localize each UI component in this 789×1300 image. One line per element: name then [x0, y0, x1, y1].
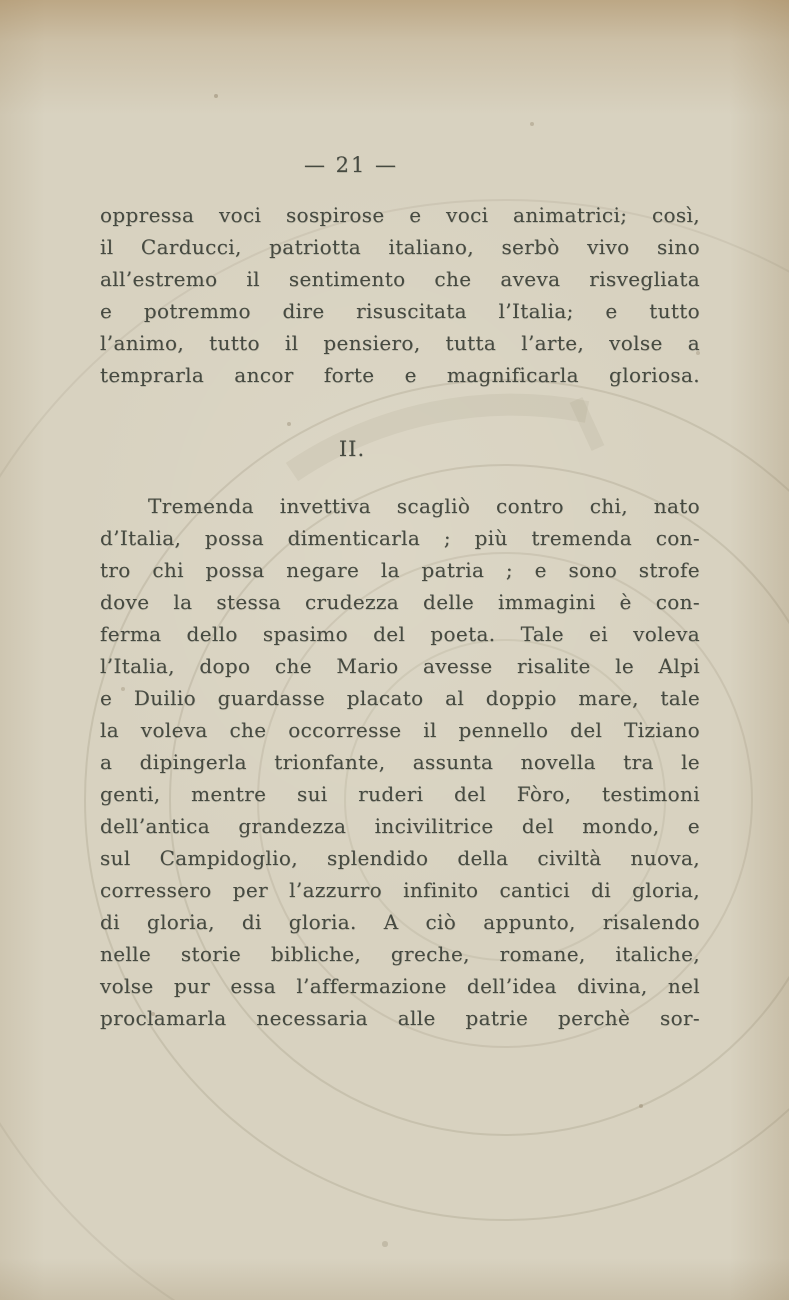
text-line: a dipingerla trionfante, assunta novella tra le [100, 750, 700, 774]
text-line: d’Italia, possa dimenticarla ; più tremenda con- [100, 526, 700, 550]
text-line: e potremmo dire risuscitata l’Italia; e tutto [100, 299, 700, 323]
text-line: all’estremo il sentimento che aveva risvegliata [100, 267, 700, 291]
text-line: volse pur essa l’affermazione dell’idea divina, nel [100, 974, 700, 998]
text-line: tro chi possa negare la patria ; e sono strofe [100, 558, 700, 582]
text-line: nelle storie bibliche, greche, romane, italiche, [100, 942, 700, 966]
text-line: ferma dello spasimo del poeta. Tale ei voleva [100, 622, 700, 646]
text-line: l’animo, tutto il pensiero, tutta l’arte, volse a [100, 331, 700, 355]
text-line: dove la stessa crudezza delle immagini è con- [100, 590, 700, 614]
page-number: — 21 — [303, 153, 399, 177]
text-line: di gloria, di gloria. A ciò appunto, risalendo [100, 910, 700, 934]
text-line: corressero per l’azzurro infinito cantici di gloria, [100, 878, 700, 902]
text-line: genti, mentre sui ruderi del Fòro, testimoni [100, 782, 700, 806]
text-line: e Duilio guardasse placato al doppio mare, tale [100, 686, 700, 710]
text-line: sul Campidoglio, splendido della civiltà nuova, [100, 846, 700, 870]
text-line: il Carducci, patriotta italiano, serbò vivo sino [100, 235, 700, 259]
paper-specks [0, 0, 2, 2]
text-line: proclamarla necessaria alle patrie perchè sor- [100, 1006, 700, 1030]
text-line: l’Italia, dopo che Mario avesse risalite le Alpi [100, 654, 700, 678]
text-line: la voleva che occorresse il pennello del Tiziano [100, 718, 700, 742]
text-line: Tremenda invettiva scagliò contro chi, nato [148, 494, 700, 518]
text-line: dell’antica grandezza incivilitrice del mondo, e [100, 814, 700, 838]
text-line: oppressa voci sospirose e voci animatrici; così, [100, 203, 700, 227]
paragraph-1 [100, 199, 700, 391]
paragraph-2 [100, 490, 700, 1034]
text-line: temprarla ancor forte e magnificarla gloriosa. [100, 363, 700, 387]
section-heading: II. [338, 437, 366, 461]
